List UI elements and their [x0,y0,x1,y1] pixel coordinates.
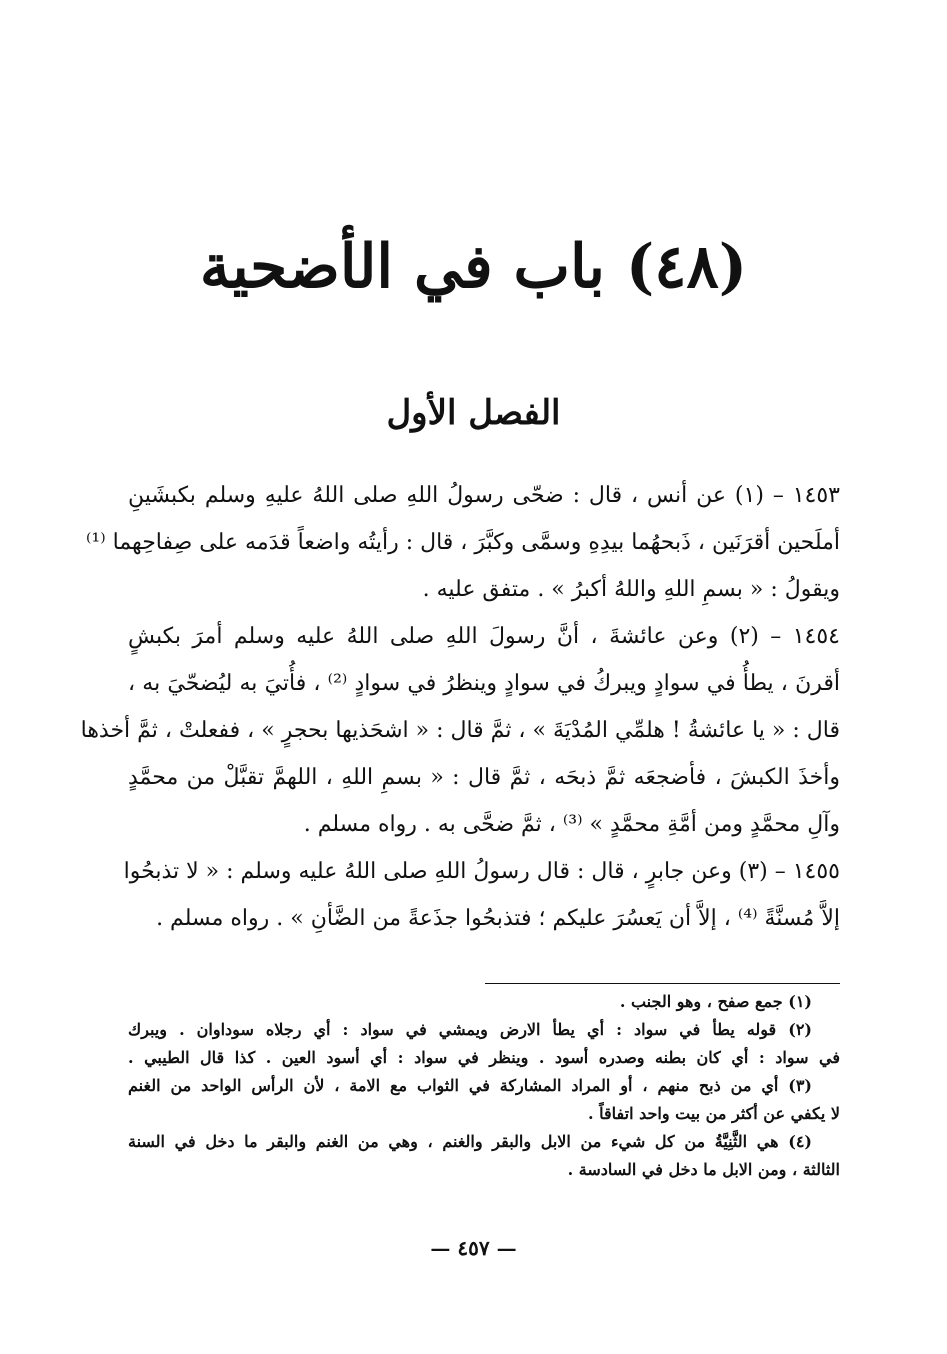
body-line: قال : « يا عائشةُ ! هلمِّي المُدْيَةَ » ، ثمَّ قال : « اشحَذيها بحجرٍ » ، ففعلتْ ، ثمَّ أخذها [80,718,840,743]
footnotes [128,988,840,1184]
footnote-line: الثالثة ، ومن الابل ما دخل في السادسة . [567,1160,840,1179]
footnote-line: (٣) أي من ذبح منهم ، أو المراد المشاركة في الثواب مع الامة ، لأن الرأس الواحد من الغنم [128,1076,812,1095]
footnote-line: (١) جمع صفح ، وهو الجنب . [619,992,812,1011]
body-line: ويقولُ : « بسمِ اللهِ واللهُ أكبرُ » . متفق عليه . [422,577,840,602]
body-line: ١٤٥٤ – (٢) وعن عائشةَ ، أنَّ رسولَ اللهِ صلى اللهُ عليه وسلم أمرَ بكبشٍ [128,624,840,649]
section-title: الفصل الأول [386,393,561,433]
footnote-line: لا يكفي عن أكثر من بيت واحد اتفاقاً . [587,1104,840,1123]
body-line: ١٤٥٥ – (٣) وعن جابرٍ ، قال : قال رسولُ اللهِ صلى اللهُ عليه وسلم : « لا تذبحُوا [123,859,840,884]
hadith-body [80,472,840,942]
footnote-divider [485,983,840,984]
body-line: وأخذَ الكبشَ ، فأضجعَه ثمَّ ذبحَه ، ثمَّ قال : « بسمِ اللهِ ، اللهمَّ تقبَّلْ من محمَّدٍ [128,765,840,790]
chapter-title: (٤٨) باب في الأضحية [199,232,748,302]
footnote-line: في سواد : أي كان بطنه وصدره أسود . وينظر في سواد : أي أسود العين . كذا قال الطيبي . [128,1048,840,1067]
body-line: وآلِ محمَّدٍ ومن أمَّةِ محمَّدٍ » ⁽³⁾ ، ثمَّ ضحَّى به . رواه مسلم . [303,812,840,837]
footnote-line: (٤) هي الثَّنِيَّةُ من كل شيء من الابل والبقر والغنم ، وهي من الغنم والبقر ما دخل في السنة [128,1132,812,1151]
footnote-line: (٢) قوله يطأ في سواد : أي يطأ الارض ويمشي في سواد : أي رجلاه سوداوان . ويبرك [128,1020,812,1039]
body-line: أقرنَ ، يطأُ في سوادٍ ويبركُ في سوادٍ وينظرُ في سوادٍ ⁽²⁾ ، فأُتيَ به ليُضحّيَ به ، [128,671,840,696]
body-line: إلاَّ مُسنَّةً ⁽⁴⁾ ، إلاَّ أن يَعسُرَ عليكم ؛ فتذبحُوا جذَعةً من الضَّأنِ » . رواه مسلم . [156,906,840,931]
body-line: أملَحين أقرَنَين ، ذَبحهُما بيدِهِ وسمَّى وكبَّرَ ، قال : رأيتُه واضعاً قدَمه على صِفاحِهما ⁽¹⁾ [86,530,840,555]
page-number: — ٤٥٧ — [430,1236,517,1260]
body-line: ١٤٥٣ – (١) عن أنس ، قال : ضحّى رسولُ اللهِ صلى اللهُ عليهِ وسلم بكبشَينِ [128,483,840,508]
